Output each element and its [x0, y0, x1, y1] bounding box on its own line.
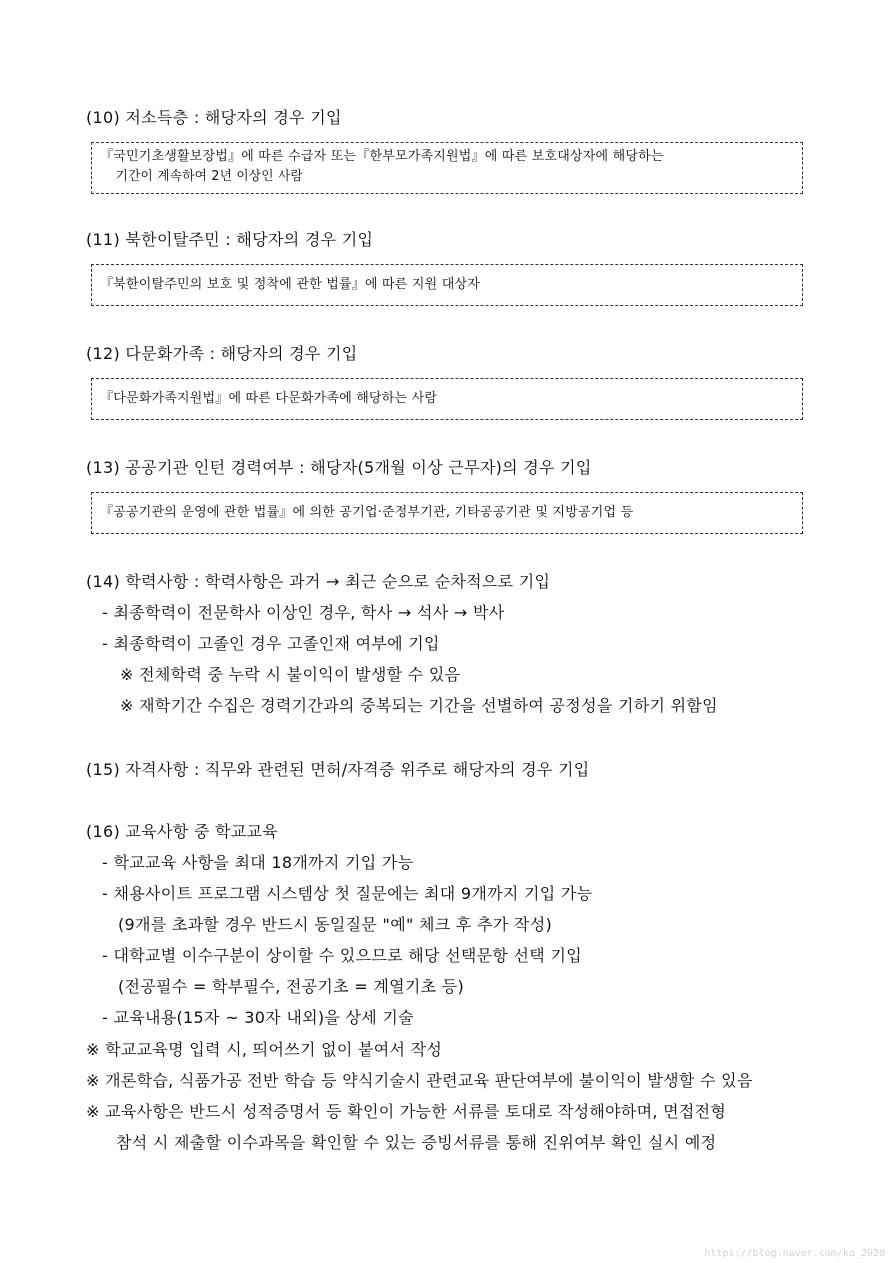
- section-11-heading: (11) 북한이탈주민 : 해당자의 경우 기입: [86, 230, 374, 249]
- section-11-box-line1: 『북한이탈주민의 보호 및 정착에 관한 법률』에 따른 지원 대상자: [100, 277, 481, 292]
- section-16-heading: (16) 교육사항 중 학교교육: [86, 822, 279, 841]
- section-13-box-line1: 『공공기관의 운영에 관한 법률』에 의한 공기업·준정부기관, 기타공공기관 및 지방공기업 등: [100, 505, 634, 520]
- section-16-note-3: ※ 교육사항은 반드시 성적증명서 등 확인이 가능한 서류를 토대로 작성해야하며, 면접전형: [86, 1102, 727, 1121]
- section-15-heading: (15) 자격사항 : 직무와 관련된 면허/자격증 위주로 해당자의 경우 기입: [86, 760, 590, 779]
- section-11-box: [91, 264, 803, 306]
- section-16-item-2-detail: (9개를 초과할 경우 반드시 동일질문 "예" 체크 후 추가 작성): [118, 915, 552, 934]
- section-14-item-1: - 최종학력이 전문학사 이상인 경우, 학사 → 석사 → 박사: [102, 603, 505, 622]
- section-10-box-line1: 『국민기초생활보장법』에 따른 수급자 또는『한부모가족지원법』에 따른 보호대상자에 해당하는: [100, 149, 664, 164]
- section-16-item-3: - 대학교별 이수구분이 상이할 수 있으므로 해당 선택문항 선택 기입: [102, 946, 582, 965]
- section-13-heading: (13) 공공기관 인턴 경력여부 : 해당자(5개월 이상 근무자)의 경우 기입: [86, 458, 592, 477]
- section-14-heading: (14) 학력사항 : 학력사항은 과거 → 최근 순으로 순차적으로 기입: [86, 572, 551, 591]
- section-13-box: [91, 492, 803, 534]
- section-16-item-2: - 채용사이트 프로그램 시스템상 첫 질문에는 최대 9개까지 기입 가능: [102, 884, 593, 903]
- section-16-item-1: - 학교교육 사항을 최대 18개까지 기입 가능: [102, 853, 414, 872]
- section-12-box-line1: 『다문화가족지원법』에 따른 다문화가족에 해당하는 사람: [100, 391, 438, 406]
- section-16-note-1: ※ 학교교육명 입력 시, 띄어쓰기 없이 붙여서 작성: [86, 1040, 443, 1059]
- section-16-note-2: ※ 개론학습, 식품가공 전반 학습 등 약식기술시 관련교육 판단여부에 불이익이 발생할 수 있음: [86, 1071, 753, 1090]
- section-14-note-1: ※ 전체학력 중 누락 시 불이익이 발생할 수 있음: [120, 665, 461, 684]
- section-10-box: [91, 142, 803, 194]
- section-12-box: [91, 378, 803, 420]
- section-10-box-line2: 기간이 계속하여 2년 이상인 사람: [115, 169, 303, 184]
- section-10-heading: (10) 저소득층 : 해당자의 경우 기입: [86, 108, 342, 127]
- section-16-item-3-detail: (전공필수 = 학부필수, 전공기초 = 계열기초 등): [118, 977, 465, 996]
- section-16-item-4: - 교육내용(15자 ~ 30자 내외)을 상세 기술: [102, 1008, 414, 1027]
- section-14-item-2: - 최종학력이 고졸인 경우 고졸인재 여부에 기입: [102, 634, 440, 653]
- watermark: https://blog.naver.com/ka_2020: [704, 1248, 885, 1259]
- section-12-heading: (12) 다문화가족 : 해당자의 경우 기입: [86, 344, 358, 363]
- section-16-note-3-continued: 참석 시 제출할 이수과목을 확인할 수 있는 증빙서류를 통해 진위여부 확인 실시 예정: [116, 1133, 717, 1152]
- section-14-note-2: ※ 재학기간 수집은 경력기간과의 중복되는 기간을 선별하여 공정성을 기하기 위함임: [120, 696, 718, 715]
